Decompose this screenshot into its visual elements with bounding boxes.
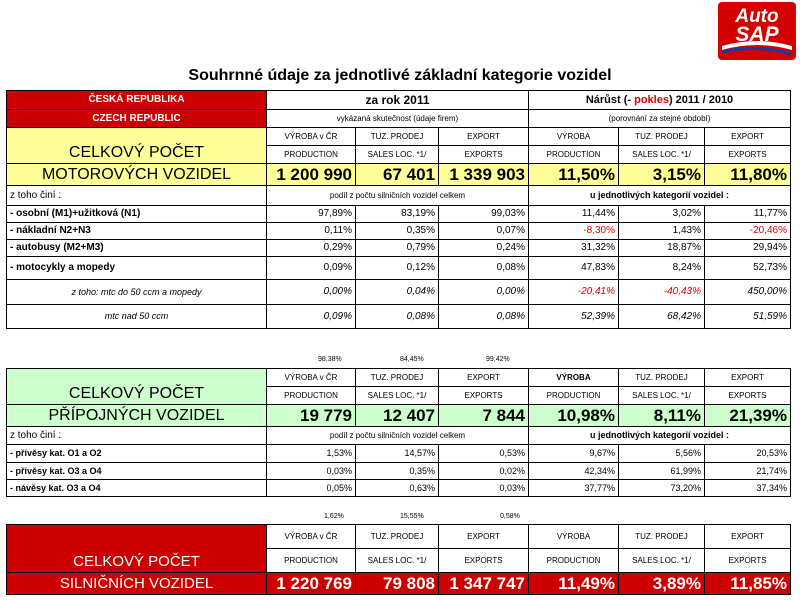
road-growth-sales: 3,89% xyxy=(619,573,705,595)
trailer-row-value: 21,74% xyxy=(705,463,791,480)
col-export-2: EXPORT xyxy=(705,128,791,146)
motor-growth-export: 11,80% xyxy=(705,164,791,186)
motor-row-value: 0,24% xyxy=(439,240,529,257)
header-country-en: CZECH REPUBLIC xyxy=(7,110,267,128)
col-vyroba: VÝROBA xyxy=(529,525,619,549)
trailer-row-value: 0,63% xyxy=(356,480,439,497)
header-growth: Nárůst (- pokles) 2011 / 2010 xyxy=(529,91,791,110)
col-sales: SALES LOC. *1/ xyxy=(356,549,439,573)
col-exports-2: EXPORTS xyxy=(705,387,791,405)
col-exports: EXPORTS xyxy=(439,387,529,405)
motor-sum-export: 99,42% xyxy=(486,356,510,363)
trailer-row-value: 42,34% xyxy=(529,463,619,480)
motor-row-value: 47,83% xyxy=(529,257,619,280)
road-vehicles-table xyxy=(6,524,791,595)
motor-row-label: - autobusy (M2+M3) xyxy=(7,240,267,257)
col-exports-2: EXPORTS xyxy=(705,549,791,573)
col-export-2: EXPORT xyxy=(705,525,791,549)
col-v-cr: VÝROBA v ČR xyxy=(267,369,356,387)
motor-sum-sales: 84,45% xyxy=(400,356,424,363)
motor-row-value: 0,08% xyxy=(439,257,529,280)
motor-row-value: 11,77% xyxy=(705,206,791,223)
motor-row-value: 97,89% xyxy=(267,206,356,223)
trailer-row-value: 61,99% xyxy=(619,463,705,480)
trailer-row-value: 0,05% xyxy=(267,480,356,497)
motor-row-value: 0,04% xyxy=(356,280,439,305)
header-growth-sub: (porovnání za stejné období) xyxy=(529,110,791,128)
motor-total-sales: 67 401 xyxy=(356,164,439,186)
motor-row-value: 0,12% xyxy=(356,257,439,280)
col-tuz: TUZ. PRODEJ xyxy=(356,369,439,387)
motor-share-label: podíl z počtu silničních vozidel celkem xyxy=(267,186,529,206)
col-export: EXPORT xyxy=(439,128,529,146)
col-sales: SALES LOC. *1/ xyxy=(356,387,439,405)
col-export: EXPORT xyxy=(439,369,529,387)
motor-row-value: 1,43% xyxy=(619,223,705,240)
col-tuz-2: TUZ. PRODEJ xyxy=(619,128,705,146)
trailer-row-value: 37,34% xyxy=(705,480,791,497)
col-sales: SALES LOC. *1/ xyxy=(356,146,439,164)
motor-row-value: 0,09% xyxy=(267,305,356,329)
header-year-sub: vykázaná skutečnost (údaje firem) xyxy=(267,110,529,128)
motor-row-value: 52,73% xyxy=(705,257,791,280)
motor-row-value: -8,30% xyxy=(529,223,619,240)
col-exports-2: EXPORTS xyxy=(705,146,791,164)
motor-row-value: -20,41% xyxy=(529,280,619,305)
logo-text-auto: Auto xyxy=(735,6,779,27)
motor-label-2: MOTOROVÝCH VOZIDEL xyxy=(7,164,267,186)
trailer-row-value: 0,53% xyxy=(439,445,529,463)
motor-row-value: 18,87% xyxy=(619,240,705,257)
col-exports: EXPORTS xyxy=(439,549,529,573)
motor-growth-sales: 3,15% xyxy=(619,164,705,186)
motor-row-value: 0,29% xyxy=(267,240,356,257)
motor-row-value: 83,19% xyxy=(356,206,439,223)
motor-row-label: mtc nad 50 ccm xyxy=(7,305,267,329)
motor-growth-production: 11,50% xyxy=(529,164,619,186)
motor-row-value: 0,35% xyxy=(356,223,439,240)
col-production: PRODUCTION xyxy=(267,146,356,164)
trailer-growth-export: 21,39% xyxy=(705,405,791,427)
motor-row-label: - osobní (M1)+užitková (N1) xyxy=(7,206,267,223)
trailers-table xyxy=(6,368,791,497)
motor-row-value: 29,94% xyxy=(705,240,791,257)
trailer-total-export: 7 844 xyxy=(439,405,529,427)
header-year: za rok 2011 xyxy=(267,91,529,110)
motor-row-value: 8,24% xyxy=(619,257,705,280)
col-tuz-2: TUZ. PRODEJ xyxy=(619,525,705,549)
trailer-row-value: 0,03% xyxy=(267,463,356,480)
trailer-total-sales: 12 407 xyxy=(356,405,439,427)
motor-row-label: - nákladní N2+N3 xyxy=(7,223,267,240)
motor-row-value: 11,44% xyxy=(529,206,619,223)
trailer-sum-export: 0,58% xyxy=(500,513,520,520)
trailer-row-label: - návěsy kat. O3 a O4 xyxy=(7,480,267,497)
trailer-row-value: 20,53% xyxy=(705,445,791,463)
trailer-row-value: 0,03% xyxy=(439,480,529,497)
motor-row-value: 0,09% xyxy=(267,257,356,280)
motor-row-value: 0,00% xyxy=(267,280,356,305)
motor-row-value: 0,11% xyxy=(267,223,356,240)
trailer-sum-production: 1,62% xyxy=(324,513,344,520)
col-production: PRODUCTION xyxy=(267,549,356,573)
motor-row-value: -20,46% xyxy=(705,223,791,240)
col-v-cr: VÝROBA v ČR xyxy=(267,525,356,549)
page-title: Souhrnné údaje za jednotlivé základní kategorie vozidel xyxy=(188,67,612,84)
motor-row-value: 3,02% xyxy=(619,206,705,223)
autosap-logo xyxy=(718,2,796,60)
col-production: PRODUCTION xyxy=(267,387,356,405)
col-sales-2: SALES LOC. *1/ xyxy=(619,549,705,573)
trailer-row-value: 5,56% xyxy=(619,445,705,463)
col-production-2: PRODUCTION xyxy=(529,146,619,164)
motor-row-value: 450,00% xyxy=(705,280,791,305)
trailer-row-label: - přívěsy kat. O3 a O4 xyxy=(7,463,267,480)
motor-total-export: 1 339 903 xyxy=(439,164,529,186)
motor-of-which: z toho činí : xyxy=(7,186,267,206)
col-vyroba: VÝROBA xyxy=(529,369,619,387)
motor-row-label: - motocykly a mopedy xyxy=(7,257,267,280)
trailer-share-label: podíl z počtu silničních vozidel celkem xyxy=(267,427,529,445)
col-sales-2: SALES LOC. *1/ xyxy=(619,146,705,164)
trailer-row-value: 9,67% xyxy=(529,445,619,463)
motor-sum-production: 98,38% xyxy=(318,356,342,363)
motor-row-value: 0,08% xyxy=(439,305,529,329)
col-v-cr: VÝROBA v ČR xyxy=(267,128,356,146)
road-label-1: CELKOVÝ POČET xyxy=(7,525,267,573)
motor-row-value: 52,39% xyxy=(529,305,619,329)
col-exports: EXPORTS xyxy=(439,146,529,164)
col-production-2: PRODUCTION xyxy=(529,387,619,405)
road-growth-export: 11,85% xyxy=(705,573,791,595)
col-export: EXPORT xyxy=(439,525,529,549)
road-growth-production: 11,49% xyxy=(529,573,619,595)
motor-row-value: 0,08% xyxy=(356,305,439,329)
logo-text-sap: SAP xyxy=(735,23,779,46)
col-production-2: PRODUCTION xyxy=(529,549,619,573)
trailer-cat-label: u jednotlivých kategorií vozidel : xyxy=(529,427,791,445)
trailer-label-2: PŘÍPOJNÝCH VOZIDEL xyxy=(7,405,267,427)
header-country-cz: ČESKÁ REPUBLIKA xyxy=(7,91,267,110)
trailer-growth-sales: 8,11% xyxy=(619,405,705,427)
motor-row-value: 0,07% xyxy=(439,223,529,240)
trailer-label-1: CELKOVÝ POČET xyxy=(7,369,267,405)
col-tuz: TUZ. PRODEJ xyxy=(356,525,439,549)
trailer-row-value: 14,57% xyxy=(356,445,439,463)
col-tuz-2: TUZ. PRODEJ xyxy=(619,369,705,387)
trailer-row-value: 0,02% xyxy=(439,463,529,480)
motor-row-value: 68,42% xyxy=(619,305,705,329)
motor-cat-label: u jednotlivých kategorií vozidel : xyxy=(529,186,791,206)
col-sales-2: SALES LOC. *1/ xyxy=(619,387,705,405)
road-total-export: 1 347 747 xyxy=(439,573,529,595)
trailer-growth-production: 10,98% xyxy=(529,405,619,427)
motor-row-value: 0,00% xyxy=(439,280,529,305)
motor-label-1: CELKOVÝ POČET xyxy=(7,128,267,164)
road-total-production: 1 220 769 xyxy=(267,573,356,595)
trailer-total-production: 19 779 xyxy=(267,405,356,427)
col-export-2: EXPORT xyxy=(705,369,791,387)
trailer-row-value: 0,35% xyxy=(356,463,439,480)
road-total-sales: 79 808 xyxy=(356,573,439,595)
trailer-row-value: 1,53% xyxy=(267,445,356,463)
motor-row-value: 0,79% xyxy=(356,240,439,257)
col-vyroba: VÝROBA xyxy=(529,128,619,146)
trailer-of-which: z toho činí : xyxy=(7,427,267,445)
motor-vehicles-table xyxy=(6,90,791,329)
col-tuz: TUZ. PRODEJ xyxy=(356,128,439,146)
trailer-sum-sales: 15,55% xyxy=(400,513,424,520)
motor-row-label: z toho: mtc do 50 ccm a mopedy xyxy=(7,280,267,305)
motor-row-value: 51,59% xyxy=(705,305,791,329)
trailer-row-value: 37,77% xyxy=(529,480,619,497)
motor-row-value: 31,32% xyxy=(529,240,619,257)
trailer-row-label: - přívěsy kat. O1 a O2 xyxy=(7,445,267,463)
motor-total-production: 1 200 990 xyxy=(267,164,356,186)
road-label-2: SILNIČNÍCH VOZIDEL xyxy=(7,573,267,595)
motor-row-value: 99,03% xyxy=(439,206,529,223)
motor-row-value: -40,43% xyxy=(619,280,705,305)
trailer-row-value: 73,20% xyxy=(619,480,705,497)
